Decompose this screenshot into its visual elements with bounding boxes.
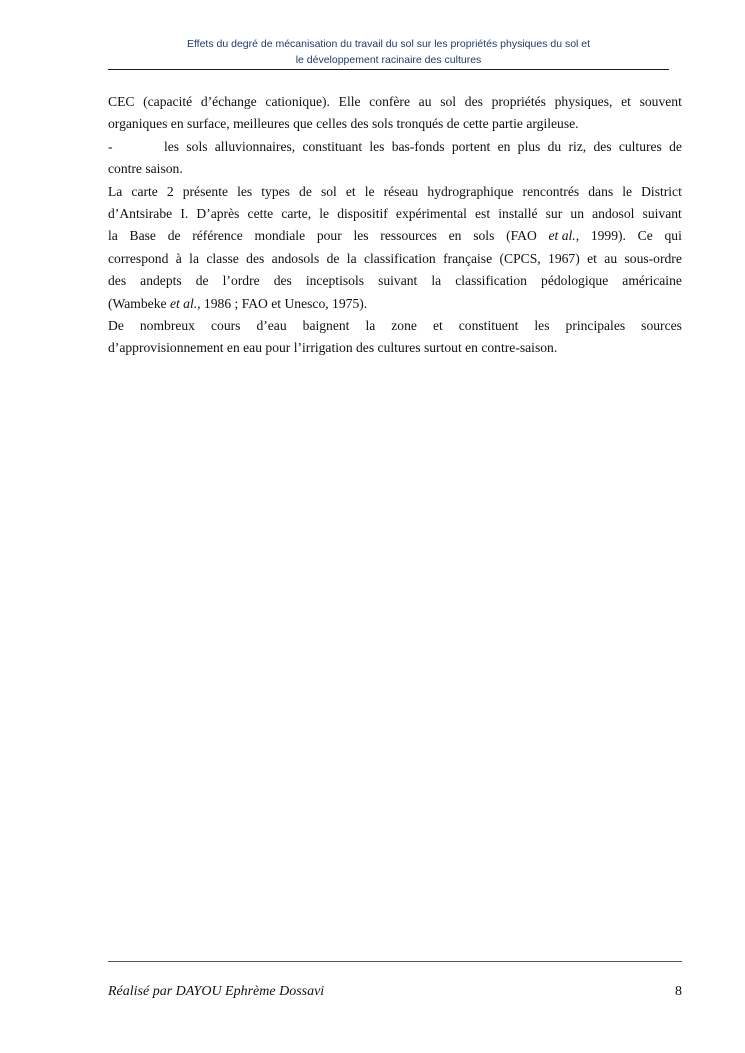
body-line <box>108 225 682 247</box>
body-word: constituant <box>302 138 363 154</box>
body-word: d’échange <box>200 94 257 109</box>
body-word: alluvionnaires, <box>214 138 296 154</box>
body-word: Base <box>129 228 156 244</box>
body-word: les <box>534 317 550 333</box>
body-line <box>108 136 682 158</box>
body-word: la <box>346 250 357 266</box>
body-word: propriétés <box>491 94 546 109</box>
body-word: andepts <box>140 273 182 289</box>
body-word: carte, <box>281 205 312 221</box>
body-word: suivant <box>378 273 418 289</box>
page-number: 8 <box>675 984 682 999</box>
body-text-run: 1986 ; FAO et Unesco, 1975). <box>200 295 368 311</box>
body-word: classification <box>363 250 436 266</box>
body-word: CEC <box>108 94 135 109</box>
body-word: et <box>345 183 356 199</box>
body-word: dispositif <box>337 205 388 221</box>
body-word: cultures <box>618 138 662 154</box>
body-line <box>108 270 682 292</box>
body-word: D’après <box>196 205 240 221</box>
body-line <box>108 293 682 315</box>
header-divider <box>108 69 669 70</box>
body-line <box>108 248 682 270</box>
body-word: pédologique <box>541 273 609 289</box>
body-word: référence <box>192 228 243 244</box>
body-word: de <box>669 138 682 154</box>
body-word: qui <box>664 228 682 244</box>
body-word: baignent <box>302 317 350 333</box>
body-word: du <box>547 138 562 154</box>
body-word: De <box>108 317 124 333</box>
body-word: 1967) <box>548 250 580 266</box>
body-word: l’ordre <box>222 273 260 289</box>
body-word: en <box>448 228 462 244</box>
body-line: d’approvisionnement en eau pour l’irrigation des cultures surtout en contre-saison. <box>108 340 558 356</box>
body-word: et <box>587 250 597 266</box>
body-word: d’eau <box>256 317 287 333</box>
body-word: et <box>432 317 443 333</box>
body-word: un <box>570 205 584 221</box>
body-word: pour <box>316 228 342 244</box>
body-word: Elle <box>338 94 361 109</box>
body-text-run: (Wambeke <box>108 295 170 311</box>
body-word: suivant <box>642 205 682 221</box>
body-word: les <box>369 138 385 154</box>
header-title-line-1: Effets du degré de mécanisation du travail du sol sur les propriétés physiques du sol et <box>186 38 591 50</box>
body-word: présente <box>182 183 229 199</box>
body-word: (CPCS, <box>499 250 541 266</box>
body-word: sur <box>545 205 563 221</box>
footer-author: Réalisé par DAYOU Ephrème Dossavi <box>108 984 325 999</box>
body-word: types <box>261 183 290 199</box>
body-line <box>108 91 682 113</box>
body-word: rencontrés <box>522 183 580 199</box>
header-title-line-2: le développement racinaire des cultures <box>295 54 482 66</box>
body-word: plus <box>517 138 541 154</box>
body-word: à <box>175 250 182 266</box>
body-word: andosol <box>592 205 635 221</box>
body-word: portent <box>451 138 491 154</box>
body-word: dans <box>588 183 614 199</box>
body-word: souvent <box>639 94 682 109</box>
body-word: américaine <box>622 273 682 289</box>
body-word: bas-fonds <box>391 138 445 154</box>
body-word: sous-ordre <box>624 250 682 266</box>
body-word: cette <box>247 205 274 221</box>
body-word: des <box>108 273 127 289</box>
body-word: la <box>108 228 118 244</box>
body-word: principales <box>565 317 626 333</box>
body-word: (FAO <box>506 228 537 244</box>
body-word: d’Antsirabe <box>108 205 173 221</box>
body-word: le <box>364 183 375 199</box>
body-word: confère <box>369 94 410 109</box>
body-word: 2 <box>166 183 174 199</box>
body-word: mondiale <box>254 228 306 244</box>
body-word: expérimental <box>395 205 467 221</box>
body-word: et al., <box>548 228 580 244</box>
body-word: sol <box>320 183 337 199</box>
body-word: 1999). <box>590 228 626 244</box>
body-word: le <box>319 205 330 221</box>
body-word: zone <box>391 317 417 333</box>
body-word: des <box>246 250 265 266</box>
body-text-run: et al., <box>169 295 201 311</box>
body-word: installé <box>498 205 538 221</box>
body-word: et <box>621 94 631 109</box>
body-word: physiques, <box>554 94 613 109</box>
body-word: la <box>365 317 376 333</box>
body-word: I. <box>180 205 189 221</box>
body-word: riz, <box>568 138 587 154</box>
body-word: de <box>326 250 340 266</box>
body-word: des <box>273 273 292 289</box>
body-word: réseau <box>383 183 419 199</box>
body-word: hydrographique <box>427 183 514 199</box>
body-word: sources <box>641 317 682 333</box>
body-line <box>108 203 682 225</box>
body-word: classe <box>206 250 239 266</box>
body-word: en <box>497 138 511 154</box>
running-header <box>108 36 669 68</box>
body-word: (capacité <box>143 94 193 109</box>
body-word: inceptisols <box>305 273 365 289</box>
body-word: de <box>195 273 209 289</box>
body-word: La <box>108 183 123 199</box>
body-word: les <box>164 138 180 154</box>
body-word: sols <box>186 138 208 154</box>
body-word: française <box>443 250 493 266</box>
body-word: des <box>464 94 483 109</box>
body-word: correspond <box>108 250 169 266</box>
body-word: les <box>237 183 253 199</box>
body-line <box>108 181 682 203</box>
body-word: Ce <box>637 228 653 244</box>
body-word: cationique). <box>265 94 330 109</box>
body-line: organiques en surface, meilleures que celles des sols tronqués de cette partie argileuse. <box>108 116 579 132</box>
body-word: des <box>593 138 612 154</box>
body-word: la <box>189 250 199 266</box>
body-word: la <box>431 273 442 289</box>
body-text <box>108 91 682 360</box>
body-word: le <box>622 183 633 199</box>
body-word: au <box>604 250 618 266</box>
body-word: de <box>167 228 181 244</box>
body-word: District <box>641 183 682 199</box>
body-word: au <box>418 94 432 109</box>
body-word: classification <box>455 273 527 289</box>
body-word: andosols <box>271 250 320 266</box>
body-word: est <box>475 205 491 221</box>
body-word: constituent <box>458 317 519 333</box>
body-word: nombreux <box>139 317 195 333</box>
body-word: de <box>299 183 312 199</box>
body-line: contre saison. <box>108 161 183 177</box>
body-word: sols <box>473 228 495 244</box>
body-word: sol <box>440 94 457 109</box>
body-word: les <box>353 228 369 244</box>
body-word: carte <box>131 183 158 199</box>
list-bullet-dash: - <box>108 138 113 154</box>
body-word: cours <box>210 317 241 333</box>
body-word: ressources <box>380 228 437 244</box>
footer-divider <box>108 961 682 962</box>
body-line <box>108 315 682 337</box>
